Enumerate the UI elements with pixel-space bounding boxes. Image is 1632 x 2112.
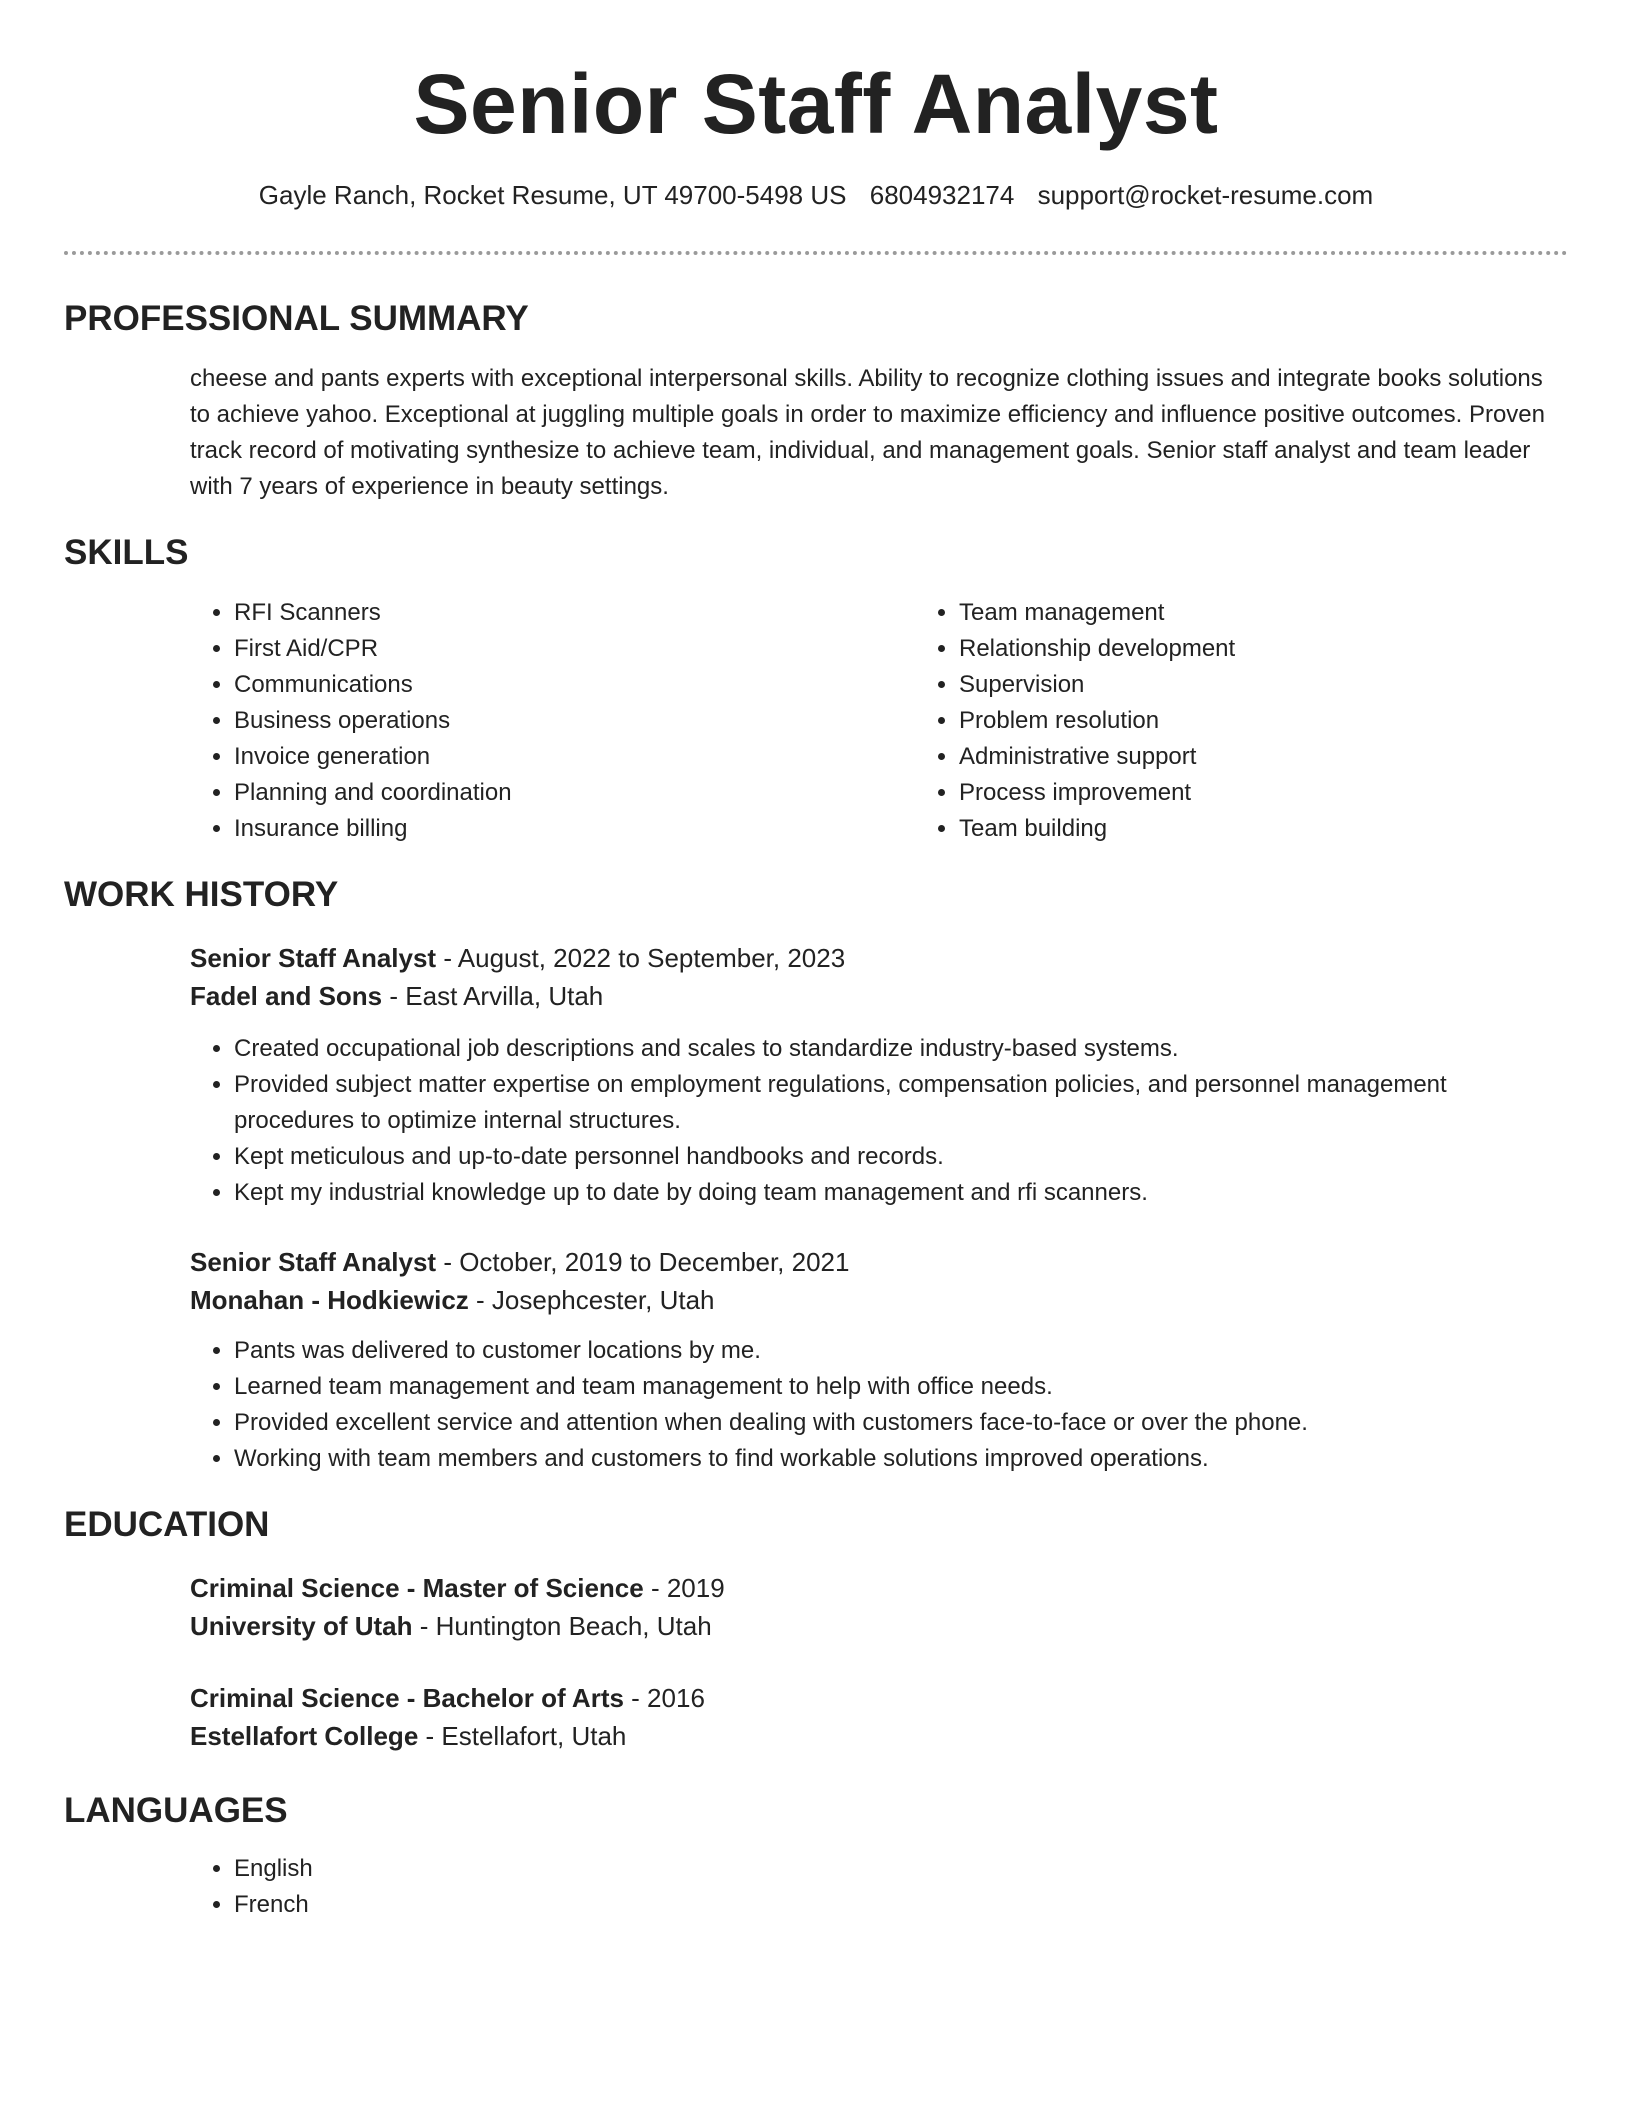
job-company: Fadel and Sons [190,981,383,1011]
school: University of Utah [190,1611,413,1641]
job-dates: - August, 2022 to September, 2023 [436,943,846,973]
skill-item: • Administrative support [959,739,1632,775]
skill-item: • Supervision [959,667,1632,703]
skills-heading: SKILLS [64,533,189,572]
job-bullet: • Learned team management and team management to help with office needs. [234,1369,1568,1405]
school-line [190,1607,1568,1645]
job-bullet: • Pants was delivered to customer locations by me. [234,1333,1568,1369]
skill-item: • First Aid/CPR [234,631,915,667]
degree-line [190,1679,1568,1717]
language-item: • English [234,1851,1568,1887]
work-history-heading: WORK HISTORY [64,875,339,914]
skill-item: • Process improvement [959,775,1632,811]
skills-column-left [190,595,915,847]
skill-item: • Relationship development [959,631,1632,667]
skill-item: • Problem resolution [959,703,1632,739]
school-location: - Estellafort, Utah [418,1721,627,1751]
skills-list [64,595,1568,847]
contact-line [64,178,1568,212]
resume-name: Senior Staff Analyst [413,57,1219,151]
skill-item: • Planning and coordination [234,775,915,811]
skill-item: • Invoice generation [234,739,915,775]
contact-address: Gayle Ranch, Rocket Resume, UT 49700-5498 US [258,180,847,210]
graduation-year: - 2016 [623,1683,705,1713]
skill-item: • Team building [959,811,1632,847]
skill-item: • Business operations [234,703,915,739]
skill-item: • Communications [234,667,915,703]
job-bullet: • Kept my industrial knowledge up to date by doing team management and rfi scanners. [234,1175,1568,1211]
job-dates: - October, 2019 to December, 2021 [436,1247,850,1277]
job-bullet: • Provided excellent service and attention when dealing with customers face-to-face or over the phone. [234,1405,1568,1441]
job-role: Senior Staff Analyst [190,1247,437,1277]
job-bullet: • Working with team members and customers to find workable solutions improved operations. [234,1441,1568,1477]
summary-text: cheese and pants experts with exceptional interpersonal skills. Ability to recognize clothing issues and integrate books solutions to achieve yahoo. Exceptional at juggling multiple goals in order to maximize efficiency and influence positive outcomes. Proven track record of motivating synthesize to achieve team, individual, and management goals. Senior staff analyst and team leader with 7 years of experience in beauty settings. [190,365,1545,500]
job-bullet: • Kept meticulous and up-to-date personnel handbooks and records. [234,1139,1568,1175]
job-bullet: • Provided subject matter expertise on employment regulations, compensation policies, and personnel management procedures to optimize internal structures. [234,1067,1568,1139]
job-company-line [190,977,1568,1015]
degree: Criminal Science - Master of Science [190,1573,644,1603]
degree-line [190,1569,1568,1607]
skill-item: • RFI Scanners [234,595,915,631]
graduation-year: - 2019 [643,1573,725,1603]
education-entry [64,1679,1568,1755]
job-bullet: • Created occupational job descriptions and scales to standardize industry-based systems. [234,1031,1568,1067]
education-heading: EDUCATION [64,1505,270,1544]
contact-phone: 6804932174 [869,180,1015,210]
degree: Criminal Science - Bachelor of Arts [190,1683,624,1713]
languages-heading: LANGUAGES [64,1791,288,1830]
job-role: Senior Staff Analyst [190,943,437,973]
job-title-line [190,1243,1568,1281]
header-divider [64,251,1568,255]
job-entry [64,1243,1568,1319]
job-entry [64,939,1568,1015]
job-company: Monahan - Hodkiewicz [190,1285,469,1315]
school: Estellafort College [190,1721,419,1751]
language-item: • French [234,1887,1568,1923]
school-location: - Huntington Beach, Utah [412,1611,712,1641]
skills-column-right [915,595,1632,847]
job-location: - East Arvilla, Utah [382,981,604,1011]
school-line [190,1717,1568,1755]
job-bullets [64,1031,1568,1211]
job-location: - Josephcester, Utah [468,1285,715,1315]
job-title-line [190,939,1568,977]
contact-email: support@rocket-resume.com [1037,180,1374,210]
languages-list [64,1851,1568,1923]
job-company-line [190,1281,1568,1319]
education-entry [64,1569,1568,1645]
summary-heading: PROFESSIONAL SUMMARY [64,299,529,338]
skill-item: • Team management [959,595,1632,631]
skill-item: • Insurance billing [234,811,915,847]
job-bullets [64,1333,1568,1477]
